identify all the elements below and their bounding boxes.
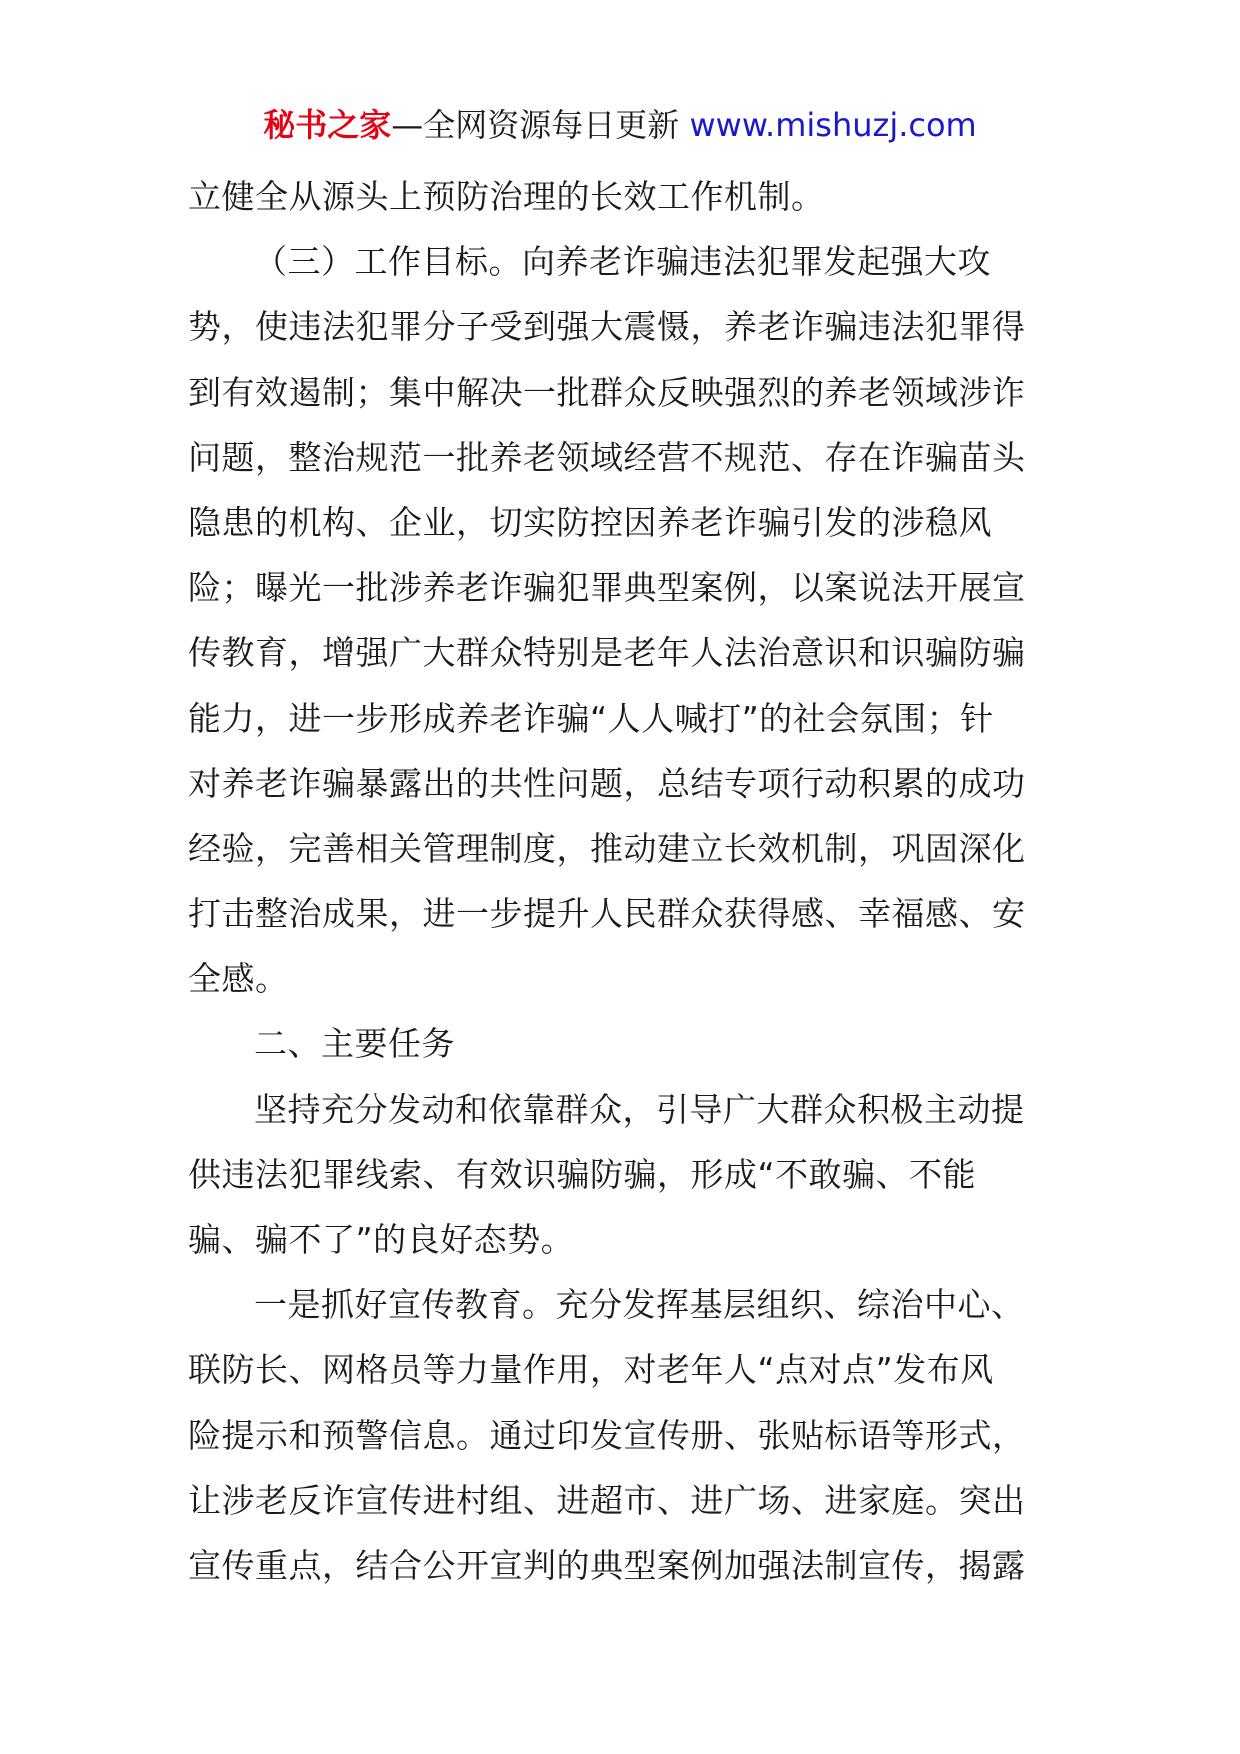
document-header [0, 104, 1240, 146]
text-line: 联防长、网格员等力量作用，对老年人“点对点”发布风 [188, 1350, 994, 1390]
text-line: 全感。 [188, 959, 289, 999]
text-line: 能力，进一步形成养老诈骗“人人喊打”的社会氛围；针 [188, 698, 994, 738]
text-line: 险；曝光一批涉养老诈骗犯罪典型案例，以案说法开展宣 [188, 568, 1026, 608]
section-heading: 二、主要任务 [254, 1024, 455, 1064]
text-line: 传教育，增强广大群众特别是老年人法治意识和识骗防骗 [188, 633, 1026, 673]
header-tagline: —全网资源每日更新 [391, 106, 680, 144]
text-line: 问题，整治规范一批养老领域经营不规范、存在诈骗苗头 [188, 437, 1026, 477]
text-line: 一是抓好宣传教育。充分发挥基层组织、综治中心、 [254, 1285, 1025, 1325]
text-line: 打击整治成果，进一步提升人民群众获得感、幸福感、安 [188, 894, 1026, 934]
text-line: 势，使违法犯罪分子受到强大震慑，养老诈骗违法犯罪得 [188, 307, 1026, 347]
header-url-link[interactable]: www.mishuzj.com [689, 106, 977, 144]
text-line: （三）工作目标。向养老诈骗违法犯罪发起强大攻 [254, 242, 991, 282]
text-line: 隐患的机构、企业，切实防控因养老诈骗引发的涉稳风 [188, 502, 992, 542]
text-line: 经验，完善相关管理制度，推动建立长效机制，巩固深化 [188, 828, 1026, 868]
text-line: 宣传重点，结合公开宣判的典型案例加强法制宣传，揭露 [188, 1545, 1026, 1585]
text-line: 险提示和预警信息。通过印发宣传册、张贴标语等形式， [188, 1415, 1026, 1455]
text-line: 立健全从源头上预防治理的长效工作机制。 [188, 177, 825, 216]
text-line: 让涉老反诈宣传进村组、进超市、进广场、进家庭。突出 [188, 1480, 1026, 1520]
text-line: 骗、骗不了”的良好态势。 [188, 1220, 575, 1259]
text-line: 到有效遏制；集中解决一批群众反映强烈的养老领域涉诈 [188, 372, 1026, 412]
document-body [188, 164, 1056, 1598]
text-line: 对养老诈骗暴露出的共性问题，总结专项行动积累的成功 [188, 763, 1026, 803]
text-line: 坚持充分发动和依靠群众，引导广大群众积极主动提 [254, 1089, 1025, 1129]
text-line: 供违法犯罪线索、有效识骗防骗，形成“不敢骗、不能 [188, 1154, 977, 1194]
header-brand: 秘书之家 [263, 106, 392, 144]
